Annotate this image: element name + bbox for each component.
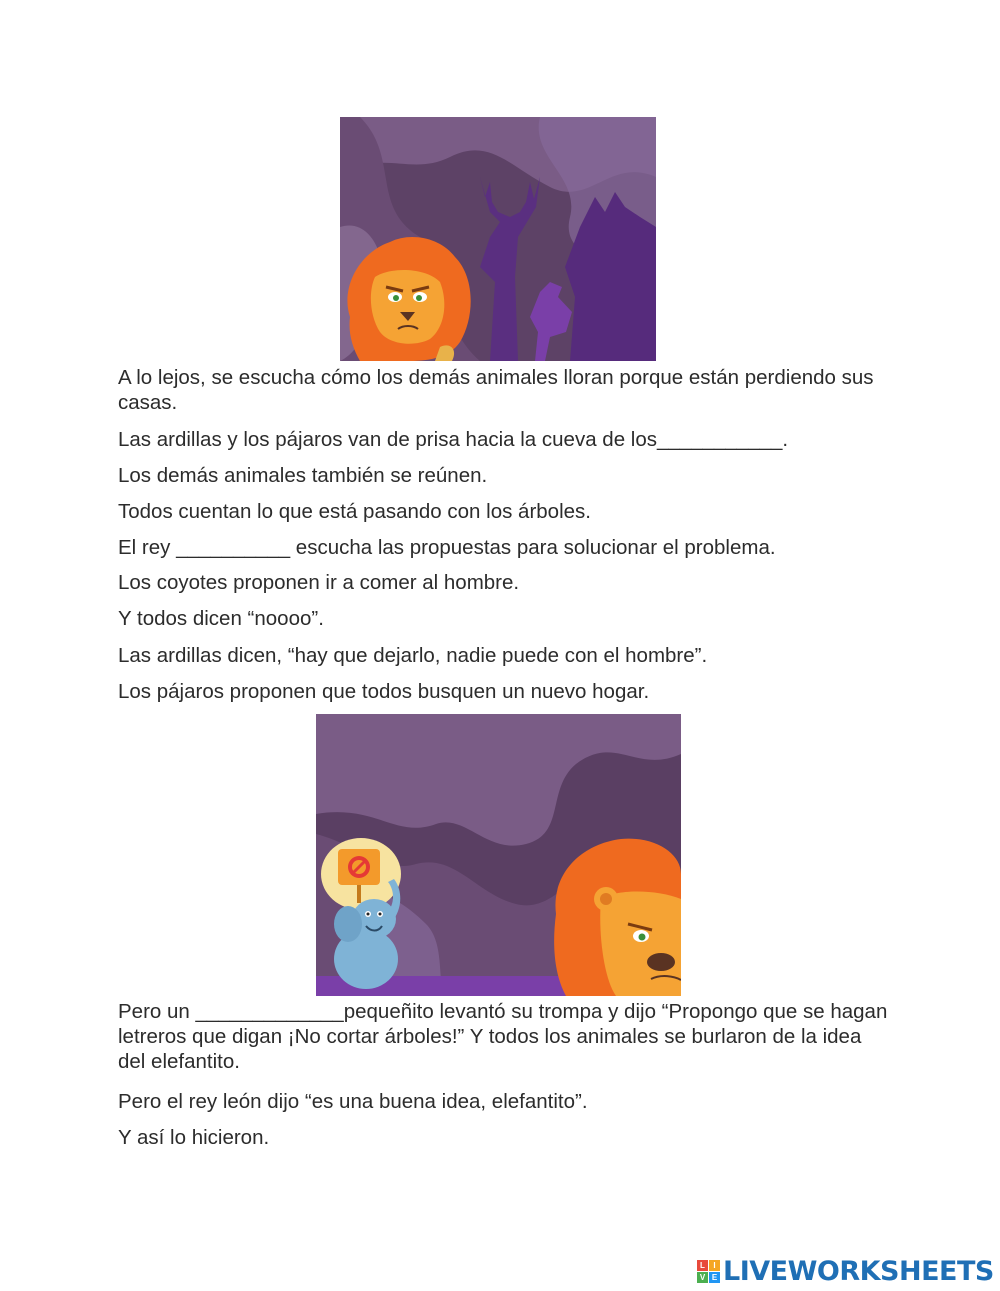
- elephant-lion-illustration: [316, 714, 681, 996]
- logo-mark-v: V: [697, 1272, 708, 1283]
- logo-mark-l: L: [697, 1260, 708, 1271]
- paragraph-and-so: Y así lo hicieron.: [118, 1126, 270, 1149]
- logo-mark-icon: [697, 1260, 720, 1283]
- paragraph-elephant-proposal: Pero un _____________pequeñito levantó su trompa y dijo “Propongo que se hagan letreros que digan ¡No cortar árboles!” Y todos los animales se burlaron de la idea del elefantito.: [118, 1000, 888, 1073]
- paragraph-noooo: Y todos dicen “noooo”.: [118, 607, 324, 630]
- paragraph-squirrels-birds-cave: Las ardillas y los pájaros van de prisa hacia la cueva de los___________.: [118, 428, 789, 451]
- logo-mark-e: E: [709, 1272, 720, 1283]
- paragraph-coyotes: Los coyotes proponen ir a comer al hombre.: [118, 571, 520, 594]
- paragraph-trees-story: Todos cuentan lo que está pasando con los árboles.: [118, 500, 591, 523]
- paragraph-animals-gather: Los demás animales también se reúnen.: [118, 464, 488, 487]
- paragraph-king-approves: Pero el rey león dijo “es una buena idea, elefantito”.: [118, 1090, 588, 1113]
- paragraph-distance-crying: A lo lejos, se escucha cómo los demás animales lloran porque están perdiendo sus casas.: [118, 366, 874, 414]
- lion-character: [554, 839, 681, 996]
- liveworksheets-logo: [697, 1254, 994, 1288]
- paragraph-birds-new-home: Los pájaros proponen que todos busquen un nuevo hogar.: [118, 680, 650, 703]
- lion-cave-illustration: [340, 117, 656, 361]
- logo-mark-i: I: [709, 1260, 720, 1271]
- paragraph-squirrels-say: Las ardillas dicen, “hay que dejarlo, nadie puede con el hombre”.: [118, 644, 708, 667]
- paragraph-king-listens: El rey __________ escucha las propuestas para solucionar el problema.: [118, 536, 776, 559]
- logo-wordmark: LIVEWORKSHEETS: [723, 1255, 994, 1287]
